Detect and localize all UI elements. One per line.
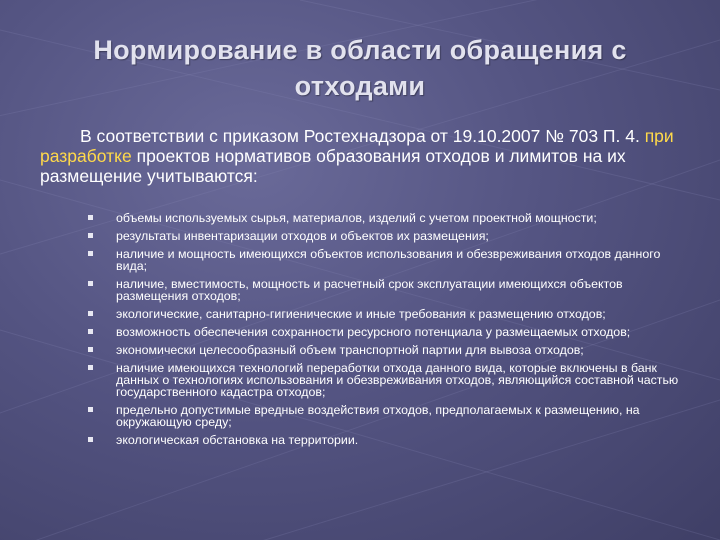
list-item: предельно допустимые вредные воздействия отходов, предполагаемых к размещению, на окружающую среду;	[88, 404, 688, 428]
list-item: экономически целесообразный объем транспортной партии для вывоза отходов;	[88, 344, 688, 356]
list-item: возможность обеспечения сохранности ресурсного потенциала у размещаемых отходов;	[88, 326, 688, 338]
square-bullet-icon	[88, 437, 93, 442]
requirements-list	[88, 212, 688, 452]
intro-paragraph	[40, 126, 685, 186]
list-item: наличие и мощность имеющихся объектов использования и обезвреживания отходов данного вида;	[88, 248, 688, 272]
list-item: экологические, санитарно-гигиенические и иные требования к размещению отходов;	[88, 308, 688, 320]
square-bullet-icon	[88, 281, 93, 286]
square-bullet-icon	[88, 311, 93, 316]
square-bullet-icon	[88, 215, 93, 220]
list-item: наличие, вместимость, мощность и расчетный срок эксплуатации имеющихся объектов размещения отходов;	[88, 278, 688, 302]
square-bullet-icon	[88, 347, 93, 352]
list-item: результаты инвентаризации отходов и объектов их размещения;	[88, 230, 688, 242]
square-bullet-icon	[88, 365, 93, 370]
intro-text-start: В соответствии с приказом Ростехнадзора от 19.10.2007 № 703 П. 4.	[80, 126, 645, 146]
square-bullet-icon	[88, 251, 93, 256]
intro-highlight: при разработке	[40, 126, 674, 166]
square-bullet-icon	[88, 329, 93, 334]
list-item: экологическая обстановка на территории.	[88, 434, 688, 446]
intro-text-end: проектов нормативов образования отходов и лимитов на их размещение учитываются:	[40, 146, 626, 186]
slide-title	[40, 32, 680, 104]
title-line-2: отходами	[294, 71, 426, 101]
title-line-1: Нормирование в области обращения с	[93, 35, 627, 65]
square-bullet-icon	[88, 233, 93, 238]
square-bullet-icon	[88, 407, 93, 412]
list-item: наличие имеющихся технологий переработки отхода данного вида, которые включены в банк данных о технологиях использования и обезвреживания отходов, являющийся составной частью государственного кадастра отходов;	[88, 362, 688, 398]
list-item: объемы используемых сырья, материалов, изделий с учетом проектной мощности;	[88, 212, 688, 224]
